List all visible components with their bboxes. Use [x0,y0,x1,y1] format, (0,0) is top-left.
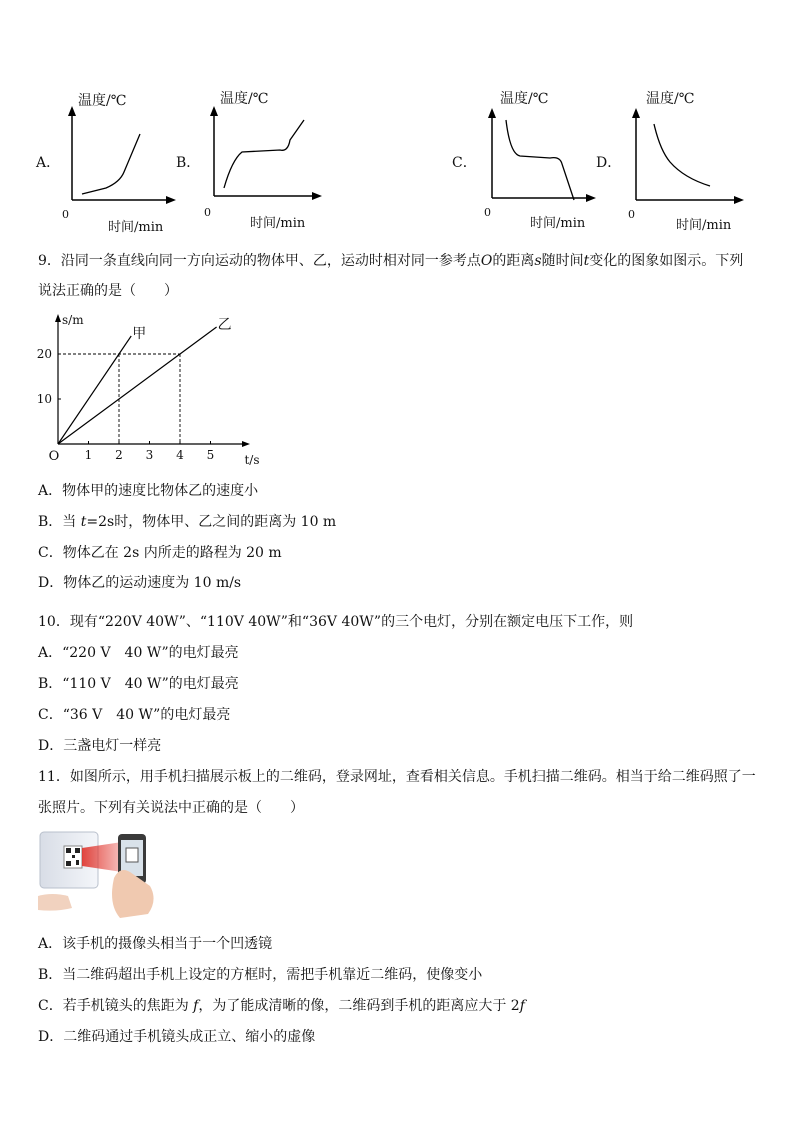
y-axis-label: 温度/℃ [500,91,549,107]
option-letter: D． [596,155,622,171]
q11-option-b: B．当二维码超出手机上设定的方框时，需把手机靠近二维码，使像变小 [38,967,483,983]
q10-option-d: D．三盏电灯一样亮 [38,738,162,754]
x-tick-label: 2 [115,448,123,462]
symbol-s: s [534,253,542,269]
y-tick-label: 20 [36,347,52,361]
q10-stem: 10．现有“220V 40W”、“110V 40W”和“36V 40W”的三个电灯，分别在额定电压下工作，则 [38,614,634,630]
q9-option-d: D．物体乙的运动速度为 10 m/s [38,575,242,591]
origin-label: 0 [62,208,69,221]
x-axis-label: 时间/min [530,216,586,231]
phone-scan-image [38,826,160,920]
x-tick-label: 4 [176,448,184,462]
series-label: 乙 [217,317,232,333]
point-o: O [480,253,493,269]
x-axis-label: t/s [244,453,260,467]
q9-option-b: B．当 t=2s时，物体甲、乙之间的距离为 10 m [38,514,337,530]
q9-stem-line2: 说法正确的是（ ） [38,283,178,299]
y-axis-label: s/m [62,313,84,327]
q10-option-c: C．“36 V 40 W”的电灯最亮 [38,707,231,723]
x-tick-label: 1 [84,448,93,462]
x-tick-label: 5 [206,448,215,462]
option-letter: A． [36,155,61,171]
q9-stem-line1: 9．沿同一条直线向同一方向运动的物体甲、乙，运动时相对同一参考点O的距离s随时间t变化的图象如图示。下列 [38,253,744,269]
origin-label: 0 [204,206,211,219]
q11-option-a: A．该手机的摄像头相当于一个凹透镜 [38,936,273,952]
symbol-t: t [583,253,590,269]
origin-label: 0 [628,208,635,221]
x-tick-label: 3 [145,448,154,462]
series-line-yi [58,327,217,444]
y-axis-label: 温度/℃ [646,91,695,107]
q11-option-c: C．若手机镜头的焦距为 f，为了能成清晰的像，二维码到手机的距离应大于 2f [38,998,525,1014]
q11-option-d: D．二维码通过手机镜头成正立、缩小的虚像 [38,1029,316,1045]
q8-graph-a [36,84,186,234]
y-axis-arrow [55,314,61,322]
option-letter: C． [452,155,477,171]
x-axis-label: 时间/min [676,218,732,233]
q9-st-chart [30,308,270,470]
st-chart-svg [30,308,270,470]
y-tick-label: 10 [36,392,52,406]
q8-graph-c [452,82,602,232]
q10-option-b: B．“110 V 40 W”的电灯最亮 [38,676,239,692]
q11-stem-line2: 张照片。下列有关说法中正确的是（ ） [38,800,304,816]
series-line-jia [58,336,131,444]
phone-scanning-qr-illustration [38,826,160,920]
y-axis-label: 温度/℃ [220,91,269,107]
x-axis-label: 时间/min [108,220,164,235]
q10-option-a: A．“220 V 40 W”的电灯最亮 [38,645,239,661]
series-label: 甲 [132,326,147,342]
q11-stem-line1: 11．如图所示，用手机扫描展示板上的二维码，登录网址，查看相关信息。手机扫描二维码。相当于给二维码照了一 [38,769,756,785]
origin-label: O [48,449,60,464]
q8-graph-b [176,80,326,230]
x-axis-label: 时间/min [250,216,306,231]
x-axis-arrow [242,441,250,447]
q8-graph-d [596,82,746,232]
y-axis-label: 温度/℃ [78,93,127,109]
q9-option-a: A．物体甲的速度比物体乙的速度小 [38,483,259,499]
option-letter: B． [176,155,201,171]
q9-option-c: C．物体乙在 2s 内所走的路程为 20 m [38,545,282,561]
origin-label: 0 [484,206,491,219]
